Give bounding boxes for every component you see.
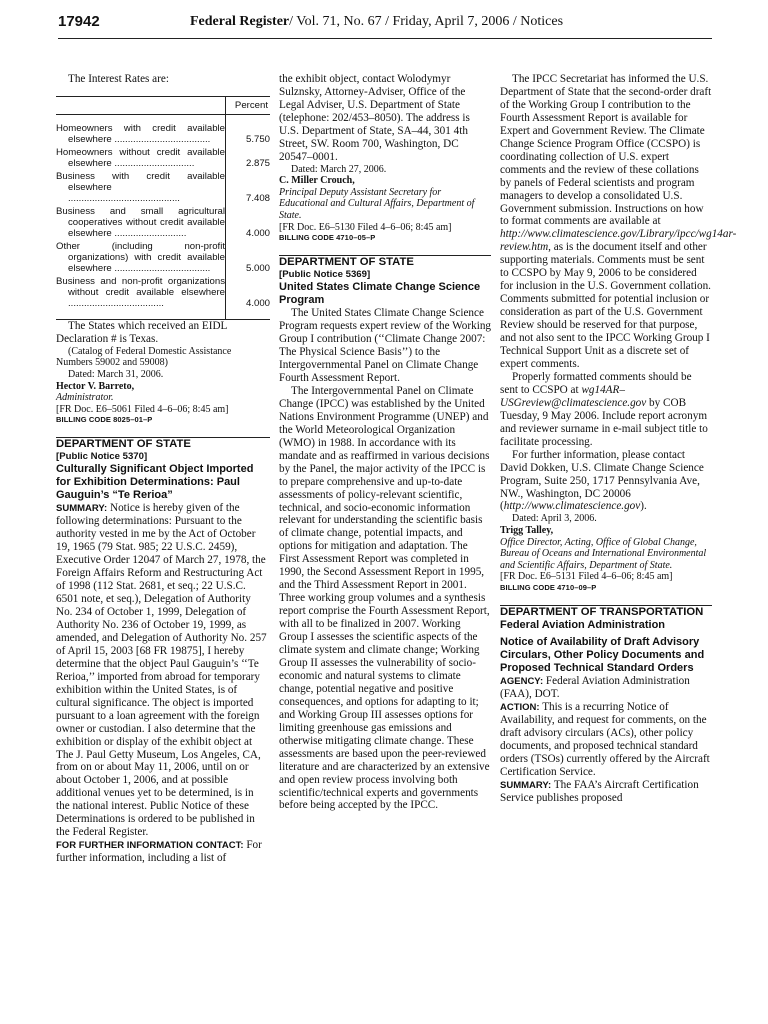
table-row	[56, 239, 270, 274]
rate-label: Homeowners with credit available elsewhere ....................................	[56, 122, 225, 145]
billing-code: BILLING CODE 4710–09–P	[500, 582, 597, 592]
dated-line: Dated: March 31, 2006.	[68, 369, 164, 381]
notice-title: Culturally Significant Object Imported for Exhibition Determinations: Paul Gauguin’s “Te Rerioa”	[56, 463, 254, 502]
rate-label: Business with credit available elsewhere ..........................................	[56, 170, 225, 204]
signer-name: Trigg Talley,	[500, 525, 554, 536]
header-citation	[190, 14, 563, 30]
rate-value: 2.875	[226, 145, 271, 169]
rate-label: Other (including non-profit organizations) with credit available elsewhere ....................................	[56, 240, 225, 274]
catalog-note: (Catalog of Federal Domestic Assistance Numbers 59002 and 59008)	[56, 345, 232, 369]
paragraph-1: The United States Climate Change Science Program requests expert review of the Working Group I contribution (‘‘Climate Change 2007: The Physical Science Basis’’) to the Intergovernmental Panel on Climate Change Fourth Assessment Report.	[279, 307, 492, 384]
action-label: ACTION:	[500, 701, 540, 713]
column-1	[56, 73, 270, 865]
rate-value: 7.408	[226, 169, 271, 204]
contact-text: For further information, including a list of	[56, 839, 262, 865]
dated-line: Dated: April 3, 2006.	[512, 513, 597, 525]
notice-title: United States Climate Change Science Program	[279, 281, 481, 307]
paragraph-3	[500, 449, 712, 514]
rate-value: 5.000	[226, 239, 271, 274]
table-header-row	[56, 96, 270, 114]
eidl-statement: The States which received an EIDL Declaration # is Texas.	[56, 319, 227, 345]
paragraph-3-end: ).	[640, 500, 647, 513]
paragraph-1-rest: , as is the document itself and other supporting materials. Comments must be sent to CCSPO by May 9, 2006 to be considered for inclusion in the U.S. Government collation. Comments submitted for potential inclusion or consideration as part of the U.S. Government Review should be reserved for that purpose, and not also sent to the IPCC Working Group I Technical Support Unit as a discrete set of expert comments.	[500, 241, 711, 370]
page-number: 17942	[58, 13, 100, 30]
review-url-link[interactable]: http://www.climatescience.gov/Library/ipcc/wg14ar-review.htm	[500, 228, 737, 254]
paragraph-3-text: For further information, please contact David Dokken, U.S. Climate Change Science Program, Suite 250, 1717 Pennsylvania Ave, NW., Washington, DC 20006 (	[500, 448, 704, 513]
rate-label: Homeowners without credit available elsewhere ..............................	[56, 146, 225, 169]
fr-doc-line: [FR Doc. E6–5130 Filed 4–6–06; 8:45 am]	[279, 221, 452, 233]
volume-info: / Vol. 71, No. 67 / Friday, April 7, 2006 / Notices	[289, 14, 564, 29]
rate-value: 4.000	[226, 204, 271, 239]
table-row	[56, 145, 270, 169]
table-header-label	[56, 96, 226, 114]
paragraph-2-text: Properly formatted comments should be sent to CCSPO at	[500, 370, 692, 396]
fr-doc-line: [FR Doc. E6–5061 Filed 4–6–06; 8:45 am]	[56, 403, 229, 415]
journal-name: Federal Register	[190, 14, 290, 29]
rate-label: Business and small agricultural cooperatives without credit available elsewhere ...........................	[56, 205, 225, 239]
public-notice-number: [Public Notice 5370]	[56, 451, 148, 463]
department-heading: DEPARTMENT OF STATE	[56, 438, 191, 451]
signer-name: Hector V. Barreto,	[56, 380, 135, 392]
notice-title: Notice of Availability of Draft Advisory Circulars, Other Policy Documents and Proposed Technical Standard Orders	[500, 635, 705, 674]
table-row	[56, 274, 270, 320]
website-link[interactable]: http://www.climatescience.gov	[503, 500, 641, 513]
public-notice-number: [Public Notice 5369]	[279, 269, 371, 281]
table-row	[56, 204, 270, 239]
summary-label: SUMMARY:	[500, 779, 552, 791]
interest-rates-table	[56, 96, 270, 320]
signer-title: Principal Deputy Assistant Secretary for Educational and Cultural Affairs, Department of State.	[279, 186, 475, 222]
table-row	[56, 114, 270, 145]
department-heading: DEPARTMENT OF STATE	[279, 256, 414, 269]
column-3	[500, 73, 737, 805]
contact-label: FOR FURTHER INFORMATION CONTACT:	[56, 840, 244, 852]
summary-text: The FAA’s Aircraft Certification Service publishes proposed	[500, 778, 699, 804]
agency-text: Federal Aviation Administration (FAA), DOT.	[500, 674, 690, 700]
action-text: This is a recurring Notice of Availability, and request for comments, on the draft advisory circulars (ACs), other policy documents, and proposed technical standard orders (TSOs) currently offered by the Aircraft Certification Service.	[500, 700, 710, 778]
page-header	[58, 12, 712, 39]
email-link[interactable]: wg14AR–USGreview@climatescience.gov	[500, 383, 647, 409]
billing-code: BILLING CODE 4710–05–P	[279, 233, 376, 243]
signer-name: C. Miller Crouch,	[279, 175, 355, 187]
fr-doc-line: [FR Doc. E6–5131 Filed 4–6–06; 8:45 am]	[500, 571, 673, 583]
paragraph-1	[500, 73, 737, 371]
billing-code: BILLING CODE 8025–01–P	[56, 415, 153, 425]
signer-title: Administrator.	[56, 392, 114, 404]
summary-text: Notice is hereby given of the following determinations: Pursuant to the authority vested in me by the Act of October 19, 1965 (79 Stat. 985; 22 U.S.C. 2459), Executive Order 12047 of March 27, 1978, the Foreign Affairs Reform and Restructuring Act of 1998 (112 Stat. 2681, et seq.; 22 U.S.C. 6501 note, et seq.), Delegation of Authority No. 234 of October 1, 1999, Delegation of Authority No. 236 of October 19, 1999, as amended, and Delegation of Authority No. 257 of April 15, 2003 [68 FR 19875], I hereby determine that the object Paul Gauguin’s ‘‘Te Rerioa,’’ imported from abroad for temporary exhibition within the United States, is of cultural significance. The object is imported pursuant to a loan agreement with the foreign owner or custodian. I also determine that the exhibition or display of the exhibit object at The J. Paul Getty Museum, Los Angeles, CA, from on or about May 11, 2006, until on or about October 1, 2006, and at possible additional venues yet to be determined, is in the national interest. Public Notice of these Determinations is ordered to be published in the Federal Register.	[56, 502, 267, 839]
table-row	[56, 169, 270, 204]
paragraph-2: The Intergovernmental Panel on Climate Change (IPCC) was established by the United Nations Environment Programme (UNEP) and the World Meteorological Organization (WMO) in 1988. In accordance with its mandate and as reaffirmed in various decisions by the Panel, the major activity of the IPCC is to prepare comprehensive and up-to-date assessments of policy-relevant scientific, technical, and socio-economic information relevant for understanding the scientific basis of climate change, potential impacts, and options for mitigation and adaptation. The First Assessment Report was completed in 1990, the Second Assessment Report in 1995, and the Third Assessment Report in 2001. Three working group volumes and a synthesis report comprise the Fourth Assessment Report, with all to be finalized in 2007. Working Group I assesses the scientific aspects of the climate system and climate change; Working Group II assesses the vulnerability of socio-economic and natural systems to climate change, potential negative and positive consequences, and options for adapting to it; and Working Group III assesses options for limiting greenhouse gas emissions and otherwise mitigating climate change. These assessments are based upon the peer-reviewed literature and are characterized by an extensive and open review process involving both scientific/technical experts and governments before being accepted by the IPCC.	[279, 384, 490, 812]
rate-value: 4.000	[226, 274, 271, 320]
table-header-percent: Percent	[234, 99, 268, 111]
rate-label: Business and non-profit organizations without credit available elsewhere ....................................	[56, 275, 225, 309]
agency-label: AGENCY:	[500, 675, 544, 687]
summary-label: SUMMARY:	[56, 503, 108, 515]
department-heading: DEPARTMENT OF TRANSPORTATION	[500, 605, 704, 618]
column-2	[279, 73, 491, 812]
rate-value: 5.750	[226, 114, 271, 145]
signer-title: Office Director, Acting, Office of Global Change, Bureau of Oceans and International Environmental and Scientific Affairs, Department of State.	[500, 536, 707, 571]
rates-intro: The Interest Rates are:	[68, 73, 169, 85]
paragraph-1-text: The IPCC Secretariat has informed the U.S. Department of State that the second-order draft of the Working Group I contribution to the Fourth Assessment Report is available for Expert and Government Review. The Climate Change Science Program Office (CCSPO) is coordinating collection of U.S. expert comments and the review of these collations by panels of Federal scientists and program managers to develop a consolidated U.S. Government submission. Instructions on how to format comments are available at	[500, 73, 712, 228]
agency-heading: Federal Aviation Administration	[500, 618, 666, 631]
dated-line: Dated: March 27, 2006.	[291, 163, 387, 175]
contact-continued: the exhibit object, contact Wolodymyr Sulznsky, Attorney-Adviser, Office of the Legal Adviser, U.S. Department of State (telephone: 202/453–8050). The address is U.S. Department of State, SA–44, 301 4th Street, SW. Room 700, Washington, DC 20547–0001.	[279, 73, 470, 163]
paragraph-2	[500, 371, 712, 449]
paragraph-2-rest: by COB Tuesday, 9 May 2006. Include report acronym and reviewer surname in e-mail subject title to facilitate processing.	[500, 396, 708, 448]
